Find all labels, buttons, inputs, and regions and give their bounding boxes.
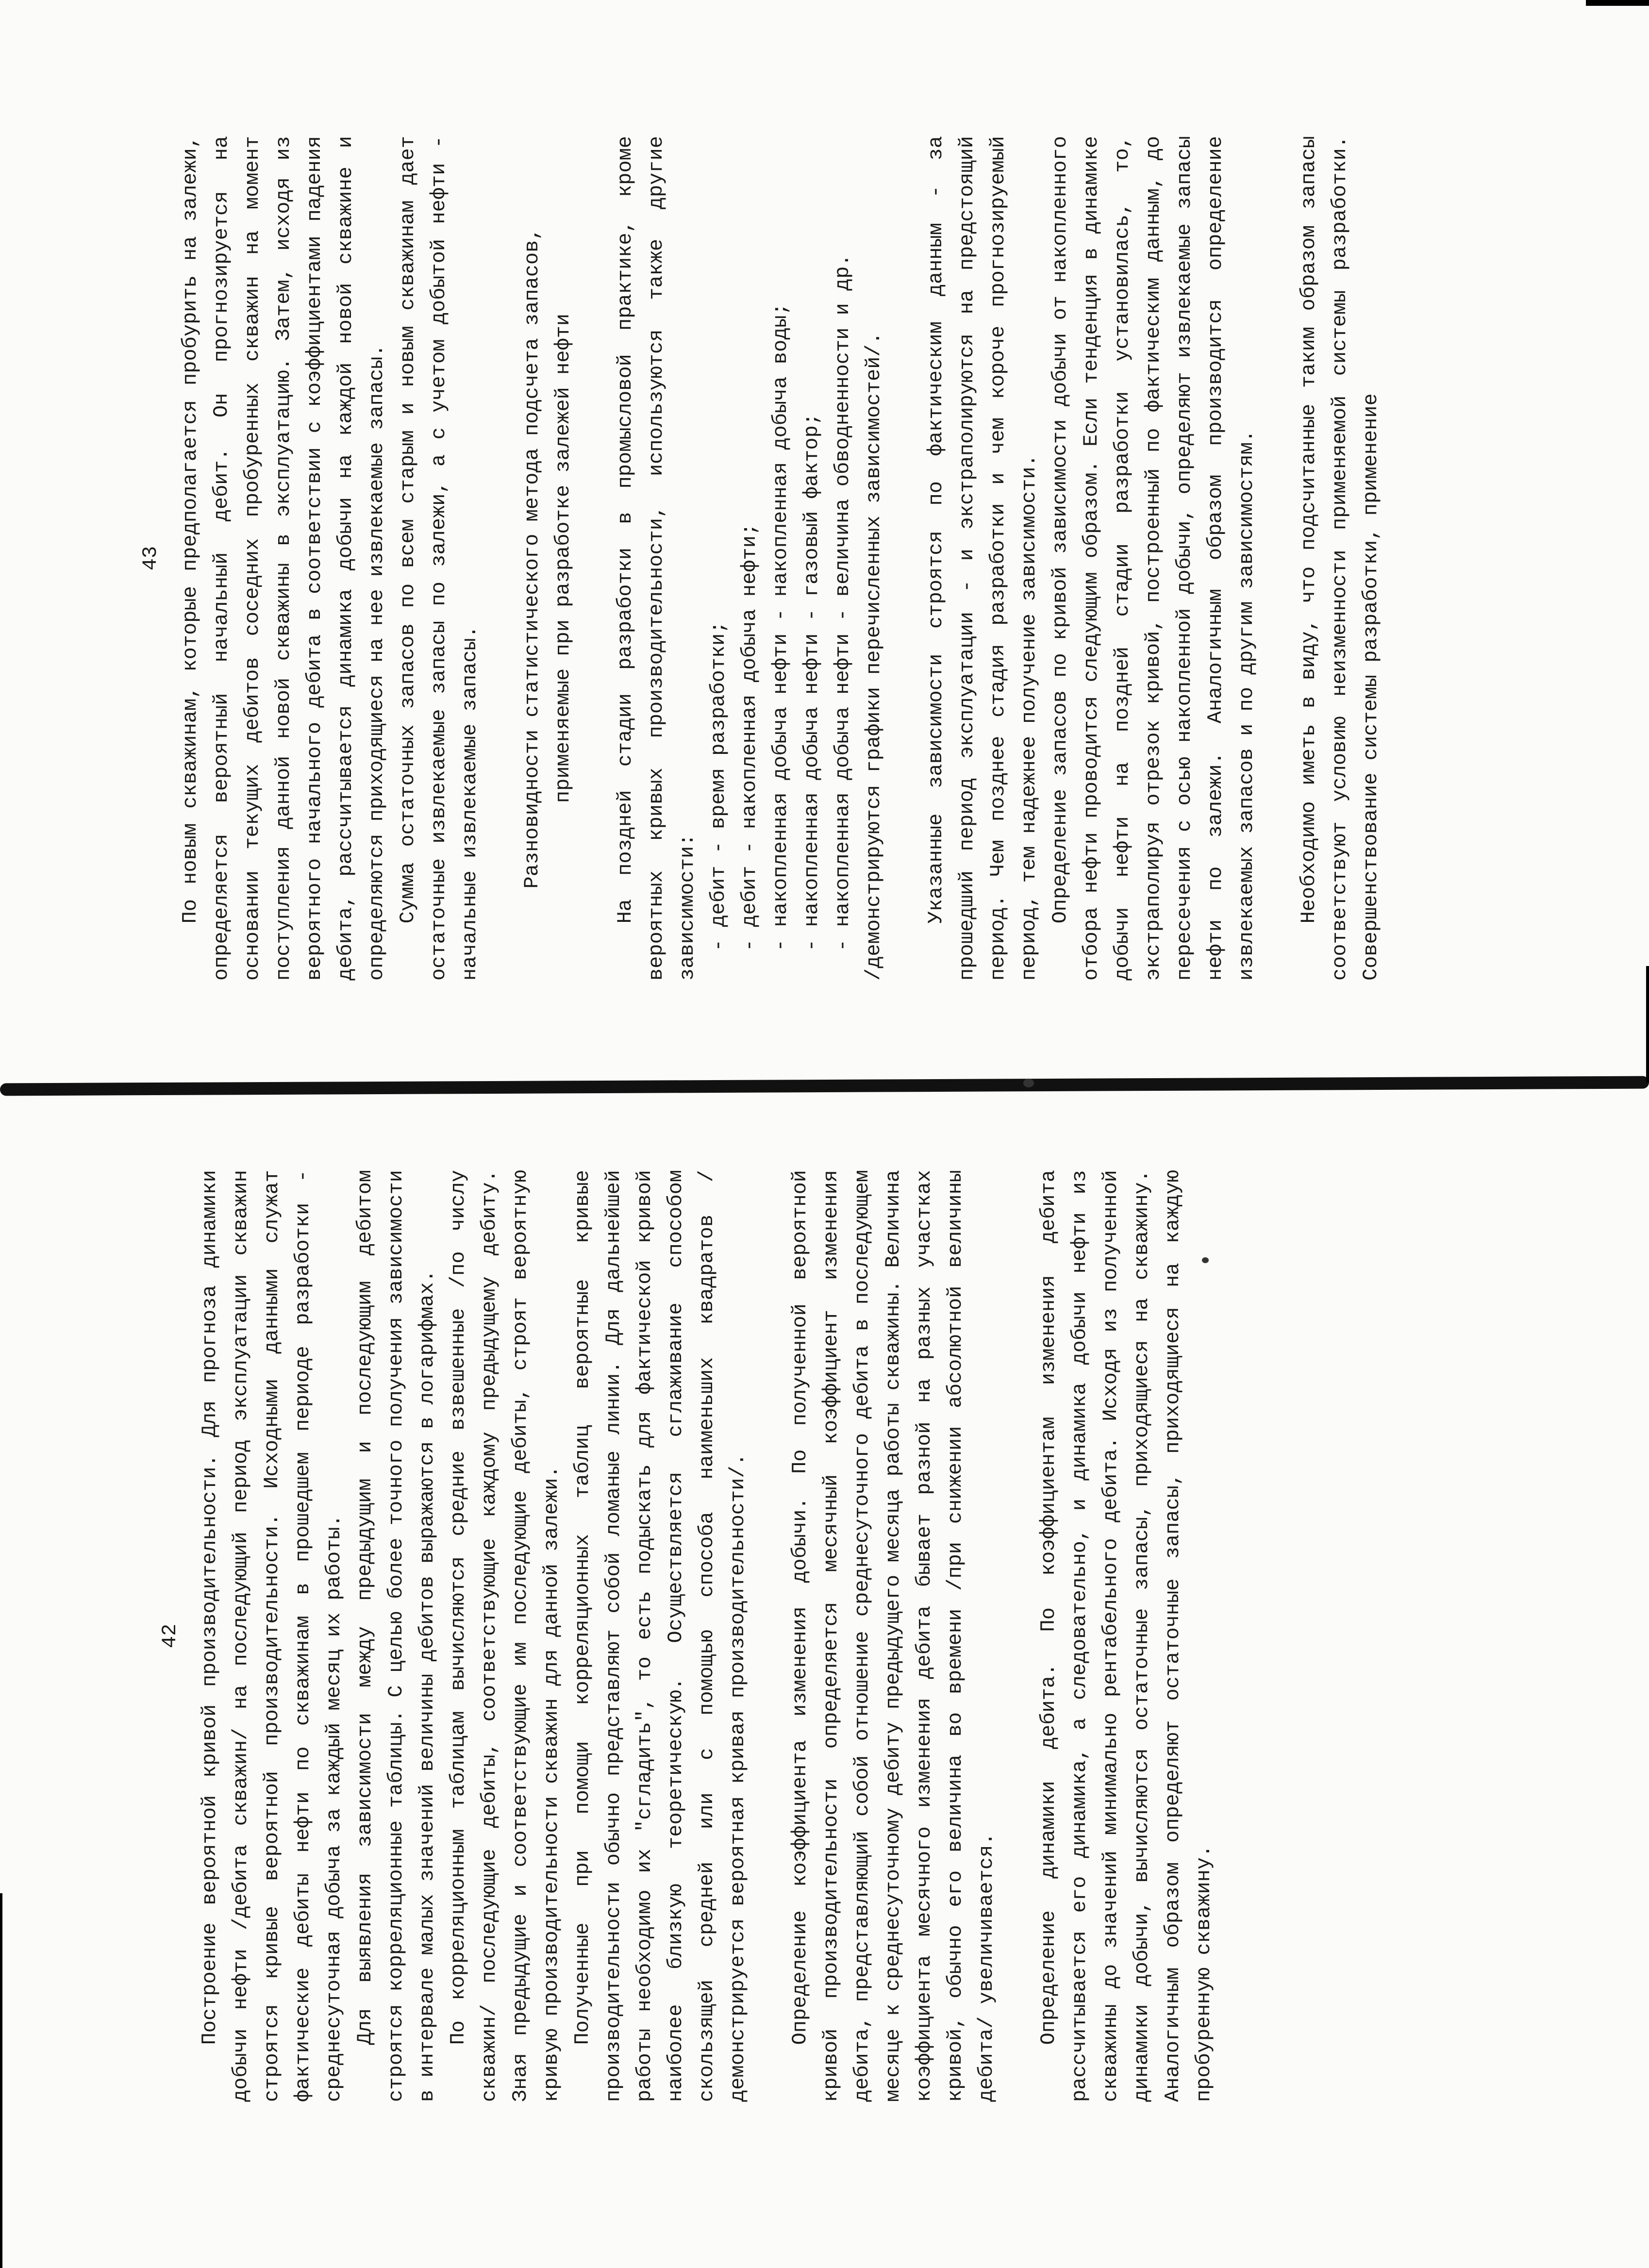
paragraph-late-stage: На поздней стадии разработки в промысловой практике, кроме вероятных кривых производительности, используются также другие зависимости: — [614, 136, 699, 981]
paragraph-smoothing: Полученные при помощи корреляционных таблиц вероятные кривые производительности обычно представляют собой ломаные линии. Для дальнейшей работы необходимо их "сгладить", то есть подыскать для фактической кривой наиболее близкую теоретическую. Осуществляется сглаживание способом скользящей средней или с помощью способа наименьших квадратов /демонстрируется вероятная кривая производительности/. — [571, 1170, 750, 2102]
page-number: 43 — [139, 546, 162, 571]
page-43 — [126, 136, 1386, 981]
paragraph-change-coefficient: Определение коэффициента изменения добычи. По полученной вероятной кривой производительности определяется месячный коэффициент изменения дебита, представляющий собой отношение среднесуточного дебита в последующем месяце к среднесуточному дебиту предыдущего месяца работы скважины. Величина коэффициента месячного изменения дебита бывает разной на разных участках кривой, обычно его величина во времени /при снижении абсолютной величины дебита/ увеличивается. — [788, 1170, 998, 2102]
dependency-list — [703, 136, 858, 981]
scan-speck — [1023, 1079, 1034, 1087]
paragraph-demo-note: /демонстрируются графики перечисленных зависимостей/. — [862, 332, 885, 981]
scan-edge-mark — [1586, 0, 1649, 6]
page-number: 42 — [158, 1623, 182, 1649]
paragraph-rate-dynamics: Определение динамики дебита. По коэффициентам изменения дебита рассчитывается его динамика, а следовательно, и динамика добычи нефти из скважины до значений минимально рентабельного дебита. Исходя из полученной динамики добычи, вычисляются остаточные запасы, приходящиеся на скважину. Аналогичным образом определяют остаточные запасы, приходящиеся на каждую пробуренную скважину. — [1037, 1170, 1216, 2102]
section-heading: Разновидности статистического метода подсчета запасов, — [520, 228, 544, 889]
paragraph-reserves-sum: Сумма остаточных запасов по всем старым и новым скважинам дает остаточные извлекаемые запасы по залежи, а с учетом добытой нефти - начальные извлекаемые запасы. — [396, 136, 482, 981]
list-item: - дебит - накопленная добыча нефти; — [738, 523, 761, 951]
paragraph-reserves-definition: Определение запасов по кривой зависимости добычи от накопленного отбора нефти проводится следующим образом. Если тенденция в динамике добычи нефти на поздней стадии разработки установилась, то, экстраполируя отрезок кривой, построенный по фактическим данным, до пересечения с осью накопленной добычи, определяют извлекаемые запасы нефти по залежи. Аналогичным образом производится определение извлекаемых запасов и по другим зависимостям. — [1049, 136, 1258, 981]
paragraph-closing-note: Необходимо иметь в виду, что подсчитанные таким образом запасы соответствуют условию неизменности применяемой системы разработки. Совершенствование системы разработки, применение — [1297, 136, 1382, 981]
list-item: - накопленная добыча нефти - газовый фактор; — [800, 413, 823, 951]
scan-edge-mark — [1646, 966, 1649, 1083]
paragraph-new-wells: По новым скважинам, которые предполагается пробурить на залежи, определяется вероятный начальный дебит. Он прогнозируется на основании текущих дебитов соседних пробуренных скважин на момент поступления данной новой скважины в эксплуатацию. Затем, исходя из вероятного начального дебита в соответствии с коэффициентами падения дебита, рассчитывается динамика добычи на каждой новой скважине и определяются приходящиеся на нее извлекаемые запасы. — [179, 136, 388, 981]
page-42 — [146, 1170, 1219, 2102]
paragraph-weighted-averages: По корреляционным таблицам вычисляются средние взвешенные /по числу скважин/ последующие дебиты, соответствующие каждому предыдущему дебиту. Зная предыдущие и соответствующие им последующие дебиты, строят вероятную кривую производительности скважин для данной залежи. — [447, 1170, 563, 2102]
paragraph-productivity-curve: Построение вероятной кривой производительности. Для прогноза динамики добычи нефти /дебита скважин/ на последующий период эксплуатации скважин строятся кривые вероятной производительности. Исходными данными служат фактические дебиты нефти по скважинам в прошедшем периоде разработки - среднесуточная добыча за каждый месяц их работы. — [198, 1170, 346, 2102]
paragraph-dependencies-built: Указанные зависимости строятся по фактическим данным - за прошедший период эксплуатации - и экстраполируются на предстоящий период. Чем позднее стадия разработки и чем короче прогнозируемый период, тем надежнее получение зависимости. — [924, 136, 1041, 981]
list-item: - накопленная добыча нефти - накопленная добыча воды; — [769, 303, 792, 951]
list-item: - дебит - время разработки; — [707, 621, 730, 951]
scan-edge-mark — [0, 1893, 2, 2268]
list-item: - накопленная добыча нефти - величина обводненности и др. — [831, 254, 854, 951]
section-heading-sub: применяемые при разработке залежей нефти — [551, 313, 575, 803]
page-fold-shadow — [0, 1076, 1649, 1096]
paragraph-correlation-tables: Для выявления зависимости между предыдущим и последующим дебитом строятся корреляционные таблицы. С целью более точного получения зависимости в интервале малых значений величины дебитов выражаются в логарифмах. — [353, 1170, 439, 2102]
